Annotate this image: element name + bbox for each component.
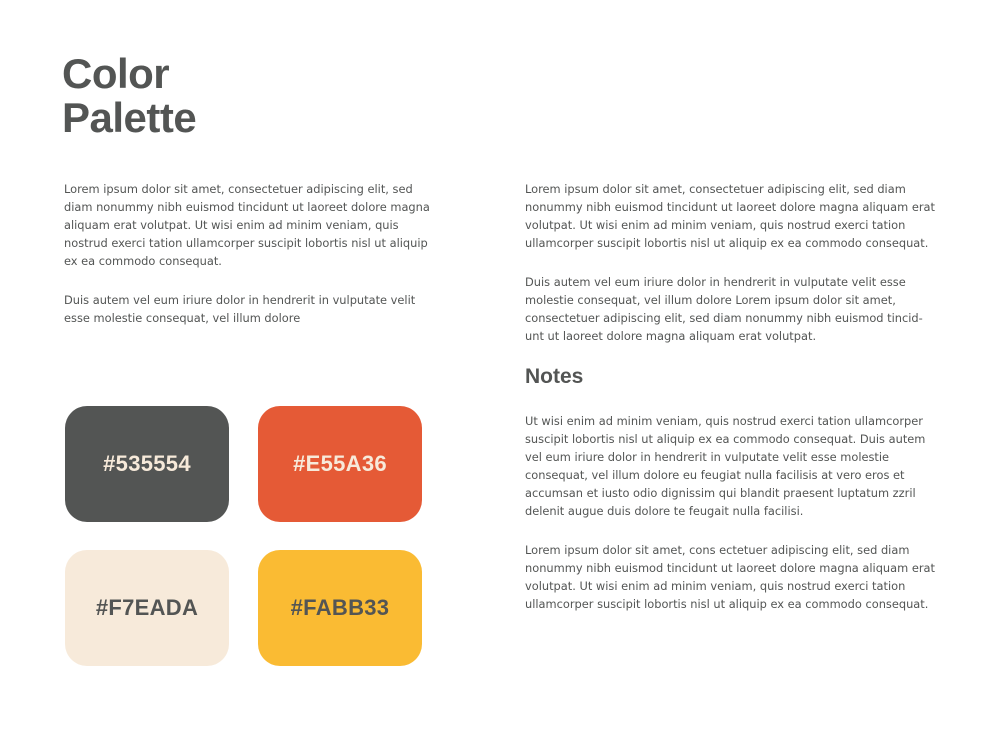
notes-heading: Notes — [525, 365, 584, 388]
left-paragraph-1: Lorem ipsum dolor sit amet, consectetuer adipiscing elit, sed diam nonummy nibh euismod tincidunt ut laoreet dolore magna aliquam erat volutpat. Ut wisi enim ad minim veniam, quis nostrud exerci tation ullamcorper suscipit lobortis nisl ut aliquip ex ea commodo consequat. — [64, 182, 430, 268]
notes-paragraph-2: Lorem ipsum dolor sit amet, cons ectetuer adipiscing elit, sed diam nonummy nibh euismod tincidunt ut laoreet dolore magna aliquam erat volutpat. Ut wisi enim ad minim veniam, quis nostrud exerci tation ullamcorper suscipit lobortis nisl ut aliquip ex ea commodo consequat. — [525, 543, 935, 611]
color-swatch-cream — [65, 550, 229, 666]
left-paragraph-2: Duis autem vel eum iriure dolor in hendrerit in vulputate velit esse molestie consequat, vel illum dolore — [64, 293, 416, 325]
swatch-hex-label: #FABB33 — [290, 595, 390, 620]
notes-paragraph-1: Ut wisi enim ad minim veniam, quis nostrud exerci tation ullamcorper suscipit lobortis nisl ut aliquip ex ea commodo consequat. Duis autem vel eum iriure dolor in hendrerit in vulputate velit esse molestie consequat, vel illum dolore eu feugiat nulla facilisis at vero eros et accumsan et iusto odio dignissim qui blandit praesent luptatum zzril delenit augue duis dolore te feugait nulla facilisi. — [525, 414, 926, 518]
color-swatch-dark-gray — [65, 406, 229, 522]
swatch-hex-label: #E55A36 — [293, 451, 387, 476]
page-title-line-1: Color — [62, 50, 170, 97]
swatch-hex-label: #F7EADA — [95, 595, 199, 620]
color-swatch-yellow — [258, 550, 422, 666]
page-title-line-2: Palette — [62, 94, 197, 141]
right-paragraph-2: Duis autem vel eum iriure dolor in hendrerit in vulputate velit esse molestie consequat, vel illum dolore Lorem ipsum dolor sit amet, consectetuer adipiscing elit, sed diam nonummy nibh euismod tincid-unt ut laoreet dolore magna aliquam erat volutpat. — [525, 275, 923, 343]
swatch-hex-label: #535554 — [103, 451, 191, 476]
color-swatch-orange — [258, 406, 422, 522]
right-paragraph-1: Lorem ipsum dolor sit amet, consectetuer adipiscing elit, sed diam nonummy nibh euismod tincidunt ut laoreet dolore magna aliquam erat volutpat. Ut wisi enim ad minim veniam, quis nostrud exerci tation ullamcorper suscipit lobortis nisl ut aliquip ex ea commodo consequat. — [525, 182, 935, 250]
page-title — [62, 52, 196, 140]
